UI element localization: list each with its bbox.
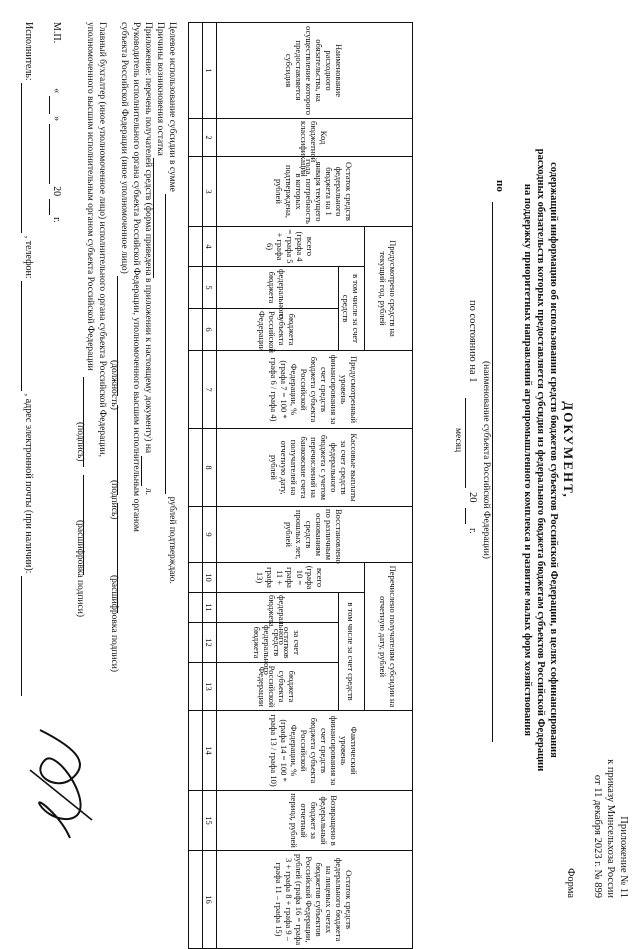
accountant-line-2-text: уполномоченного высшим исполнительным органом субъекта Российской Федерации — [85, 22, 95, 371]
subtitle-line: расходных обязательств которых предоставляется субсидия из федерального бюджета бюджетам субъектов Российской Федерации — [535, 148, 546, 772]
col-header-planned-regional: бюджета субъекта Российской Федерации — [217, 309, 339, 351]
appendix-suffix: л. — [143, 487, 153, 495]
column-number: 5 — [203, 267, 217, 309]
subtitle-line: на поддержку приоритетных направлений агропромышленного комплекса и развитие малых форм хозяйствования — [522, 183, 533, 737]
col-header-transferred-total: всего (графа 10 = графа 11 + графа 13) — [217, 563, 365, 593]
purpose-suffix: рублей подтверждаю. — [167, 496, 177, 584]
purpose-amount-field — [165, 194, 178, 494]
appendix-date: от 11 декабря 2023 г. № 899 — [592, 774, 603, 898]
footer-date-suffix: г. — [51, 217, 62, 223]
col-header-cash-payments: Кассовые выплаты за счет средств федерального бюджета с учетом перечислений на банковские счета получателей на отчетную дату, рублей — [217, 429, 413, 507]
email-label: , адрес электронной почты (при наличии): — [23, 393, 34, 574]
subtitle-line: содержащий информацию об использовании средств бюджетов субъектов Российской Федерации, в целях софинансирования — [548, 162, 559, 758]
table-cell-empty — [189, 593, 203, 623]
stamp-date-line — [49, 22, 62, 223]
table-cell-empty — [189, 851, 203, 949]
year-underline — [465, 508, 466, 524]
column-number: 7 — [203, 351, 217, 429]
column-number: 13 — [203, 663, 217, 711]
executor-line — [21, 22, 34, 696]
purpose-line — [165, 22, 178, 584]
col-header-returned: Возвращено в федеральный бюджет за отчетный период, рублей — [217, 791, 413, 851]
col-header-restored: Восстановлено по различным основаниям средств прошлых лет, рублей — [217, 507, 413, 563]
date-quote-open: « — [51, 88, 62, 94]
position-caption: (должность) — [109, 360, 119, 410]
table-cell-empty — [189, 711, 203, 791]
appendix-line — [141, 22, 154, 495]
column-number: 15 — [203, 791, 217, 851]
month-field — [49, 124, 62, 184]
appendix-order: к приказу Минсельхоза России — [605, 759, 616, 898]
column-number: 12 — [203, 623, 217, 663]
column-number: 10 — [203, 563, 217, 593]
column-number: 4 — [203, 227, 217, 267]
column-number: 9 — [203, 507, 217, 563]
table-cell-empty — [189, 157, 203, 227]
col-header-transferred-federal: федерального бюджета — [217, 593, 339, 623]
stamp-label: М.П. — [51, 22, 62, 44]
decode-caption-2: (расшифровка подписи) — [75, 520, 85, 617]
col-header-balance-end: Остаток средств федерального бюджета на лицевых счетах бюджетов субъектов Российской Федерации, рублей (графа 16 = графа 3 + графа 8 + графа 9 – графа 11 – графа 15) — [217, 851, 413, 949]
date-line — [450, 300, 478, 640]
head-line-2 — [117, 22, 130, 613]
column-number: 11 — [203, 593, 217, 623]
col-header-planned-federal: федерального бюджета — [217, 267, 339, 309]
date-quote-close: » — [51, 116, 62, 122]
table-cell-empty — [189, 351, 203, 429]
signature-caption-2: (подпись) — [75, 422, 85, 462]
col-header-transferred-regional: бюджета субъекта Российской Федерации — [217, 663, 339, 711]
table-cell-empty — [189, 227, 203, 267]
executor-field — [21, 83, 34, 233]
col-header-obligation: Наименование расходного обязательства, на осуществление которого предоставляется субсидия — [217, 23, 413, 119]
document-title: ДОКУМЕНТ, — [561, 401, 576, 499]
signature-caption: (подпись) — [109, 480, 119, 520]
col-header-transferred-remains: за счет остатков средств федерального бюджета — [217, 623, 339, 663]
day-field — [49, 96, 62, 114]
reasons-label: Причины возникновения остатка — [155, 22, 165, 156]
column-number: 3 — [203, 157, 217, 227]
reasons-line — [153, 22, 166, 278]
col-header-actual-level: Фактический уровень финансирования за счет средств бюджета субъекта Российской Федерации, % (графа 14 = 100 * графа 13 / графа 10) — [217, 711, 413, 791]
form-label: Форма — [565, 868, 576, 898]
col-header-planned-level: Предусмотренный уровень финансирования за счет средств бюджета субъекта Российской Федерации, % (графа 7 = 100 * графа 6 / графа 4) — [217, 351, 413, 429]
date-year: 20 — [467, 492, 478, 503]
phone-label: , телефон: — [23, 235, 34, 279]
table-cell-empty — [189, 663, 203, 711]
table-cell-empty — [189, 309, 203, 351]
subject-underline — [492, 202, 493, 742]
month-underline — [465, 398, 466, 488]
col-header-transferred-incl: в том числе за счет средств — [339, 593, 365, 711]
handwritten-signature — [20, 720, 100, 850]
email-field — [21, 576, 34, 696]
document-subtitle — [521, 30, 560, 890]
report-table — [188, 22, 413, 949]
head-line-2-text: субъекта Российской Федерации (иное уполномоченное лицо) — [119, 22, 129, 274]
po-label: по — [494, 180, 506, 192]
table-cell-empty — [189, 507, 203, 563]
appendix-pages-field — [141, 456, 154, 486]
accountant-line-2 — [83, 22, 96, 575]
table-cell-empty — [189, 267, 203, 309]
appendix-number: Приложение № 11 — [618, 816, 629, 898]
col-header-planned-incl: в том числе за счет средств — [339, 267, 365, 351]
executor-label: Исполнитель: — [23, 22, 34, 81]
col-header-balance-start: Остаток средств федерального бюджета на 1 января текущего года, потребность в которых подтверждена, рублей — [217, 157, 413, 227]
head-line-1: Руководитель исполнительного органа субъекта Российской Федерации, уполномоченного высшим исполнительным органом — [131, 22, 141, 532]
decode-caption: (расшифровка подписи) — [109, 575, 119, 672]
purpose-label: Целевое использование субсидии в сумме — [167, 22, 177, 192]
column-number: 16 — [203, 851, 217, 949]
table-cell-empty — [189, 623, 203, 663]
date-suffix: г. — [467, 528, 478, 534]
subject-line — [490, 180, 506, 750]
table-cell-empty — [189, 563, 203, 593]
accountant-line-1: Главный бухгалтер (иное уполномоченное лицо) исполнительного органа субъекта Российской Федерации, — [97, 22, 107, 458]
footer-year: 20 — [51, 186, 62, 197]
table-cell-empty — [189, 429, 203, 507]
col-header-planned-total: всего (графа 4 = графа 5 + графа 6) — [217, 227, 365, 267]
table-cell-empty — [189, 791, 203, 851]
col-header-planned: Предусмотрено средств на текущий год, рублей — [365, 227, 413, 351]
col-header-bcc: Код бюджетной классификации — [217, 119, 413, 157]
year-field — [49, 199, 62, 215]
column-number: 14 — [203, 711, 217, 791]
column-number: 6 — [203, 309, 217, 351]
column-number: 1 — [203, 23, 217, 119]
reasons-field — [153, 158, 166, 278]
column-number: 8 — [203, 429, 217, 507]
phone-field — [21, 281, 34, 391]
table-cell-empty — [189, 23, 203, 119]
column-number: 2 — [203, 119, 217, 157]
col-header-transferred: Перечислено получателям субсидии на отчетную дату, рублей — [365, 563, 413, 711]
appendix-label: Приложение: перечень получателей средств (форма приведена в приложении к настоящему документу) на — [143, 22, 153, 454]
subject-caption: (наименование субъекта Российской Федерации) — [481, 361, 491, 559]
table-cell-empty — [189, 119, 203, 157]
month-caption: месяц — [453, 428, 463, 453]
date-prefix: по состоянию на 1 — [467, 300, 478, 383]
